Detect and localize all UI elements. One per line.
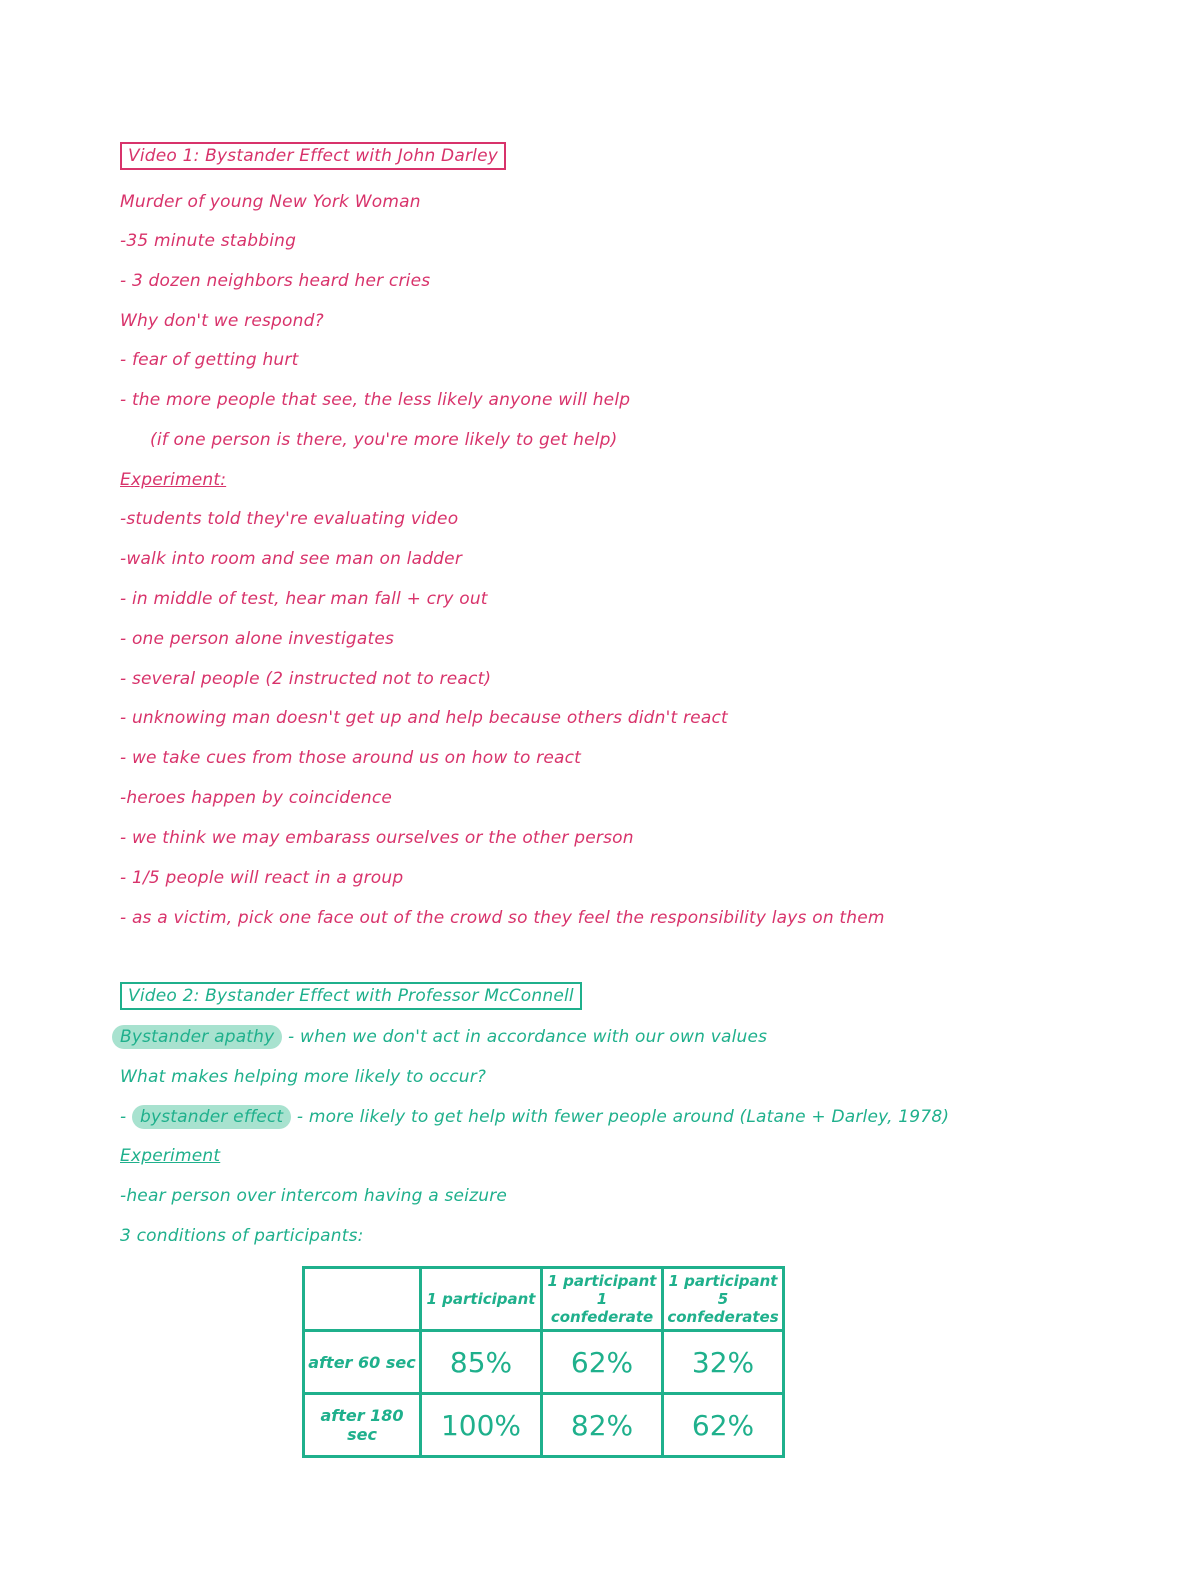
apathy-line (112, 1027, 767, 1047)
table-row (304, 1331, 784, 1394)
table-row-label: after 180 sec (304, 1394, 421, 1457)
experiment-heading: Experiment: (120, 470, 227, 490)
note-line: - fear of getting hurt (120, 350, 299, 370)
note-line: - the more people that see, the less likely anyone will help (120, 390, 631, 410)
table-cell: 82% (542, 1394, 663, 1457)
bullet-dash: - (120, 1107, 127, 1127)
experiment-heading: Experiment (120, 1146, 221, 1166)
note-line: - unknowing man doesn't get up and help because others didn't react (120, 708, 728, 728)
note-line: -35 minute stabbing (120, 231, 297, 251)
highlighted-term: Bystander apathy (112, 1025, 282, 1049)
note-line: - several people (2 instructed not to react) (120, 669, 492, 689)
note-line: - one person alone investigates (120, 629, 395, 649)
note-line: Murder of young New York Woman (120, 192, 421, 212)
note-line: -students told they're evaluating video (120, 509, 459, 529)
table-row (304, 1394, 784, 1457)
note-line: -hear person over intercom having a seizure (120, 1186, 508, 1206)
note-line: - we take cues from those around us on how to react (120, 748, 582, 768)
note-line: Why don't we respond? (120, 311, 324, 331)
table-cell: 85% (421, 1331, 542, 1394)
note-line: - 1/5 people will react in a group (120, 868, 404, 888)
note-line: - we think we may embarass ourselves or the other person (120, 828, 634, 848)
table-header-cell: 1 participant 5 confederates (663, 1268, 784, 1331)
table-corner-cell (304, 1268, 421, 1331)
effect-line (120, 1107, 949, 1127)
note-line: 3 conditions of participants: (120, 1226, 364, 1246)
note-line: What makes helping more likely to occur? (120, 1067, 487, 1087)
video1-title-row (120, 146, 506, 166)
note-line: - in middle of test, hear man fall + cry out (120, 589, 488, 609)
note-line: -heroes happen by coincidence (120, 788, 393, 808)
table-cell: 100% (421, 1394, 542, 1457)
highlighted-term: bystander effect (132, 1105, 291, 1129)
note-line: (if one person is there, you're more likely to get help) (150, 430, 618, 450)
table-header-cell: 1 participant 1 confederate (542, 1268, 663, 1331)
table-header-cell: 1 participant (421, 1268, 542, 1331)
note-line: - as a victim, pick one face out of the crowd so they feel the responsibility lays on them (120, 908, 885, 928)
video2-title: Video 2: Bystander Effect with Professor McConnell (120, 982, 582, 1010)
note-line: -walk into room and see man on ladder (120, 549, 463, 569)
results-table (302, 1266, 785, 1458)
table-cell: 62% (542, 1331, 663, 1394)
note-line: - 3 dozen neighbors heard her cries (120, 271, 431, 291)
table-header-row (304, 1268, 784, 1331)
effect-definition: - more likely to get help with fewer people around (Latane + Darley, 1978) (296, 1107, 950, 1127)
apathy-definition: - when we don't act in accordance with our own values (288, 1027, 768, 1047)
video1-title: Video 1: Bystander Effect with John Darley (120, 142, 506, 170)
table-cell: 32% (663, 1331, 784, 1394)
table-cell: 62% (663, 1394, 784, 1457)
video2-title-row (120, 986, 582, 1006)
table-row-label: after 60 sec (304, 1331, 421, 1394)
